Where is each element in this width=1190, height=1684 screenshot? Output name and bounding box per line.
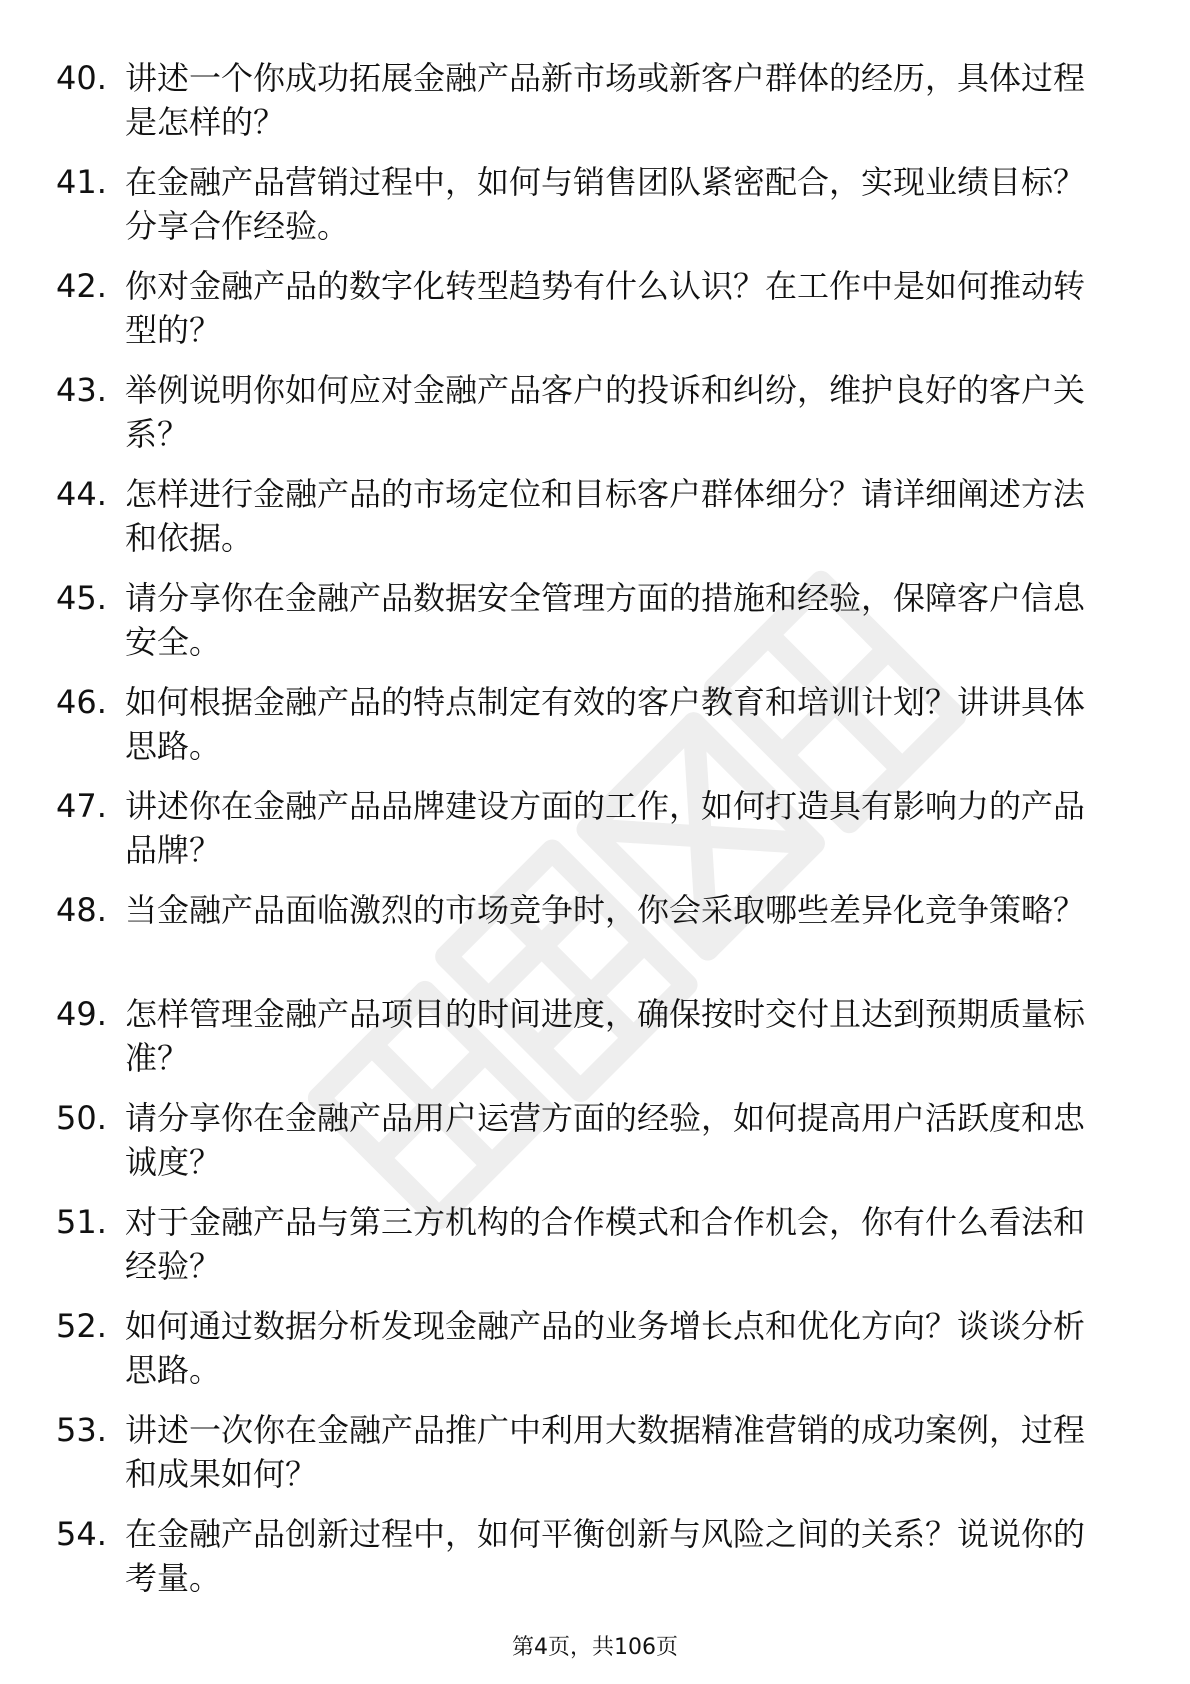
question-text: 请分享你在金融产品数据安全管理方面的措施和经验，保障客户信息安全。 bbox=[125, 579, 1086, 661]
question-number: 48. bbox=[56, 891, 107, 929]
question-number: 50. bbox=[56, 1099, 107, 1137]
question-item bbox=[0, 464, 1190, 568]
question-item bbox=[0, 256, 1190, 360]
question-item bbox=[0, 1192, 1190, 1296]
question-item bbox=[0, 1504, 1190, 1608]
question-item bbox=[0, 1296, 1190, 1400]
question-number: 49. bbox=[56, 995, 107, 1033]
question-text: 对于金融产品与第三方机构的合作模式和合作机会，你有什么看法和经验？ bbox=[125, 1203, 1086, 1285]
question-number: 47. bbox=[56, 787, 107, 825]
question-item bbox=[0, 880, 1190, 984]
question-item bbox=[0, 984, 1190, 1088]
question-text: 讲述你在金融产品品牌建设方面的工作，如何打造具有影响力的产品品牌？ bbox=[125, 787, 1086, 869]
question-text: 如何根据金融产品的特点制定有效的客户教育和培训计划？讲讲具体思路。 bbox=[125, 683, 1086, 765]
question-number: 54. bbox=[56, 1515, 107, 1553]
question-item bbox=[0, 48, 1190, 152]
question-number: 44. bbox=[56, 475, 107, 513]
question-text: 如何通过数据分析发现金融产品的业务增长点和优化方向？谈谈分析思路。 bbox=[125, 1307, 1086, 1389]
question-item bbox=[0, 1400, 1190, 1504]
question-text: 请分享你在金融产品用户运营方面的经验，如何提高用户活跃度和忠诚度？ bbox=[125, 1099, 1086, 1181]
question-number: 53. bbox=[56, 1411, 107, 1449]
question-number: 52. bbox=[56, 1307, 107, 1345]
question-text: 举例说明你如何应对金融产品客户的投诉和纠纷，维护良好的客户关系？ bbox=[125, 371, 1086, 453]
question-item bbox=[0, 776, 1190, 880]
question-text: 在金融产品营销过程中，如何与销售团队紧密配合，实现业绩目标？分享合作经验。 bbox=[125, 163, 1086, 245]
question-item bbox=[0, 360, 1190, 464]
question-text: 怎样进行金融产品的市场定位和目标客户群体细分？请详细阐述方法和依据。 bbox=[125, 475, 1086, 557]
question-text: 怎样管理金融产品项目的时间进度，确保按时交付且达到预期质量标准？ bbox=[125, 995, 1086, 1077]
question-item bbox=[0, 152, 1190, 256]
question-number: 46. bbox=[56, 683, 107, 721]
question-list bbox=[0, 48, 1190, 1608]
question-text: 讲述一个你成功拓展金融产品新市场或新客户群体的经历，具体过程是怎样的？ bbox=[125, 59, 1086, 141]
question-item bbox=[0, 568, 1190, 672]
question-text: 你对金融产品的数字化转型趋势有什么认识？在工作中是如何推动转型的？ bbox=[125, 267, 1086, 349]
question-text: 当金融产品面临激烈的市场竞争时，你会采取哪些差异化竞争策略？ bbox=[125, 891, 1086, 929]
question-number: 40. bbox=[56, 59, 107, 97]
question-item bbox=[0, 672, 1190, 776]
page-footer bbox=[0, 1634, 1190, 1662]
question-number: 51. bbox=[56, 1203, 107, 1241]
question-number: 45. bbox=[56, 579, 107, 617]
question-number: 41. bbox=[56, 163, 107, 201]
question-text: 讲述一次你在金融产品推广中利用大数据精准营销的成功案例，过程和成果如何？ bbox=[125, 1411, 1086, 1493]
page-number-label: 第4页，共106页 bbox=[512, 1635, 678, 1660]
question-item bbox=[0, 1088, 1190, 1192]
question-number: 42. bbox=[56, 267, 107, 305]
question-text: 在金融产品创新过程中，如何平衡创新与风险之间的关系？说说你的考量。 bbox=[125, 1515, 1086, 1597]
question-number: 43. bbox=[56, 371, 107, 409]
